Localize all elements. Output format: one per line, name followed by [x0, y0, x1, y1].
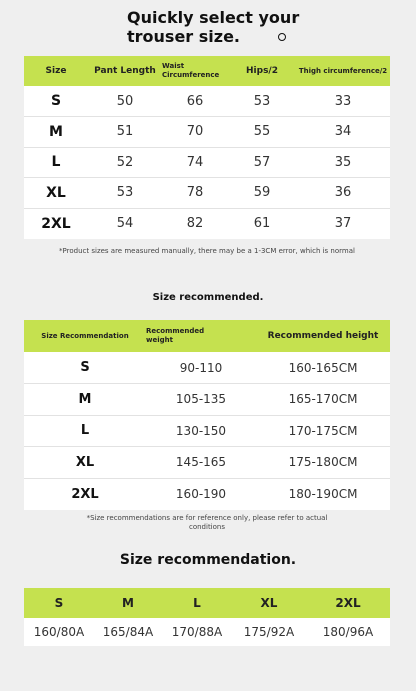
size-cell: L — [24, 147, 88, 178]
size-cell: XL — [24, 178, 88, 209]
label-code: 165/84A — [102, 625, 154, 639]
table-row — [24, 478, 390, 510]
table-row — [24, 618, 390, 646]
circle-icon — [278, 33, 286, 41]
label-size: XL — [260, 596, 278, 610]
waist-cell: 78 — [162, 178, 228, 209]
hips-cell: 57 — [228, 147, 296, 178]
size-cell: L — [24, 415, 146, 447]
weight-cell: 160-190 — [175, 487, 227, 501]
waist-cell: 74 — [162, 147, 228, 178]
label-code: 160/80A — [33, 625, 85, 639]
table-row — [24, 178, 390, 209]
table-row — [24, 447, 390, 479]
thigh-cell: 35 — [296, 147, 390, 178]
thigh-cell: 36 — [296, 178, 390, 209]
title-line-1: Quickly select your — [127, 8, 300, 27]
table-row — [24, 117, 390, 148]
section-title-recommended: Size recommended. — [152, 292, 264, 303]
hips-cell: 59 — [228, 178, 296, 209]
header-waist-line1: Waist — [162, 62, 185, 70]
size-cell: 2XL — [71, 486, 99, 502]
table-row — [24, 415, 390, 447]
size-recommendation-table — [24, 320, 390, 510]
table-row — [24, 384, 390, 416]
header-waist-line2: Circumference — [162, 71, 220, 79]
pant-length-cell: 52 — [88, 147, 162, 178]
label-code: 180/96A — [322, 625, 374, 639]
hips-cell: 55 — [228, 117, 296, 148]
table-header-row — [24, 588, 390, 618]
weight-cell: 105-135 — [146, 384, 256, 416]
size-cell: S — [24, 86, 88, 117]
pant-length-cell: 50 — [88, 86, 162, 117]
waist-cell: 70 — [162, 117, 228, 148]
header-size: Size — [45, 66, 67, 76]
header-hips: Hips/2 — [246, 66, 278, 76]
section-title-recommendation: Size recommendation. — [119, 552, 297, 568]
header-pant-length: Pant Length — [94, 66, 156, 76]
table-row — [24, 147, 390, 178]
size-cell: S — [24, 352, 146, 384]
size-cell: M — [24, 117, 88, 148]
label-code: 170/88A — [171, 625, 223, 639]
table-row — [24, 352, 390, 384]
weight-cell: 130-150 — [146, 415, 256, 447]
label-code: 175/92A — [243, 625, 295, 639]
label-size: 2XL — [335, 596, 361, 610]
recommendation-note-line1: *Size recommendations are for reference only, please refer to actual — [86, 514, 328, 522]
height-cell: 175-180CM — [256, 447, 390, 479]
weight-cell: 90-110 — [146, 352, 256, 384]
header-weight-line2: weight — [146, 336, 173, 344]
label-size: M — [122, 596, 134, 610]
pant-length-cell: 53 — [88, 178, 162, 209]
label-size: L — [193, 596, 201, 610]
title-line-2: trouser size. — [127, 27, 241, 46]
weight-cell: 145-165 — [146, 447, 256, 479]
size-label-table — [24, 588, 390, 646]
size-measurement-table — [24, 56, 390, 239]
size-cell: M — [24, 384, 146, 416]
header-waist — [162, 56, 228, 86]
table-header-row — [24, 320, 390, 352]
table-header-row — [24, 56, 390, 86]
thigh-cell: 33 — [296, 86, 390, 117]
pant-length-cell: 51 — [88, 117, 162, 148]
header-size-recommendation: Size Recommendation — [41, 332, 129, 340]
pant-length-cell: 54 — [116, 216, 134, 231]
recommendation-note — [24, 514, 390, 532]
label-size: S — [54, 596, 64, 610]
hips-cell: 53 — [228, 86, 296, 117]
table-row — [24, 86, 390, 117]
recommendation-note-line2: conditions — [188, 523, 225, 531]
thigh-cell: 37 — [334, 216, 352, 231]
header-weight-line1: Recommended — [146, 327, 205, 335]
hips-cell: 61 — [253, 216, 271, 231]
height-cell: 165-170CM — [256, 384, 390, 416]
size-cell: XL — [24, 447, 146, 479]
height-cell: 180-190CM — [288, 487, 358, 501]
header-weight — [146, 320, 256, 352]
size-cell: 2XL — [41, 215, 71, 232]
height-cell: 170-175CM — [256, 415, 390, 447]
header-height: Recommended height — [267, 331, 379, 341]
waist-cell: 82 — [186, 216, 204, 231]
waist-cell: 66 — [162, 86, 228, 117]
measurement-note: *Product sizes are measured manually, there may be a 1-3CM error, which is normal — [59, 247, 355, 255]
thigh-cell: 34 — [296, 117, 390, 148]
height-cell: 160-165CM — [256, 352, 390, 384]
table-row — [24, 208, 390, 239]
page-title — [127, 8, 299, 46]
header-thigh: Thigh circumference/2 — [298, 67, 388, 75]
